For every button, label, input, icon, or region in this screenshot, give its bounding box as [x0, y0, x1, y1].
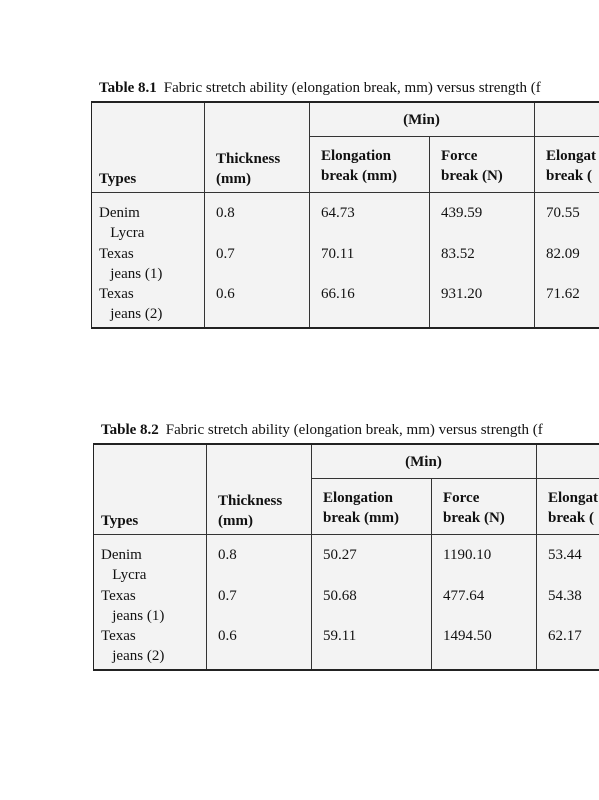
table-cell-elongation-2: 82.09 [546, 246, 580, 262]
table-cell-elongation-2: 62.17 [548, 628, 582, 644]
column-header-force: Force break (N) [441, 148, 503, 184]
table-cell-type: Denim Lycra [101, 547, 147, 583]
table-cell-elongation: 50.68 [323, 588, 357, 604]
column-divider [204, 103, 205, 327]
table-cell-force: 931.20 [441, 286, 483, 302]
table-cell-elongation: 59.11 [323, 628, 357, 644]
table-cell-elongation: 64.73 [321, 205, 355, 221]
table-number: Table 8.2 [101, 422, 159, 438]
group-header: (Min) [405, 454, 442, 470]
data-table [91, 101, 599, 329]
table-cell-type: Texas jeans (2) [101, 628, 165, 664]
column-header-thickness: Thickness (mm) [218, 493, 283, 529]
column-divider [429, 137, 430, 327]
group-header-rule [309, 136, 599, 137]
table-cell-thickness: 0.8 [216, 205, 235, 221]
table-cell-force: 1190.10 [443, 547, 492, 563]
header-rule [92, 192, 599, 193]
table-cell-elongation: 50.27 [323, 547, 357, 563]
table-caption-text: Fabric stretch ability (elongation break, mm) versus strength (f [165, 422, 543, 438]
table-cell-force: 83.52 [441, 246, 475, 262]
table-cell-thickness: 0.6 [216, 286, 235, 302]
table-cell-elongation: 70.11 [321, 246, 355, 262]
column-header-force: Force break (N) [443, 490, 505, 526]
table-cell-thickness: 0.7 [216, 246, 235, 262]
table-cell-type: Texas jeans (1) [101, 588, 165, 624]
column-header-elongation-2: Elongat break ( [548, 490, 599, 526]
header-rule [94, 534, 599, 535]
column-header-types: Types [101, 513, 139, 529]
table-cell-elongation-2: 71.62 [546, 286, 580, 302]
table-cell-force: 439.59 [441, 205, 483, 221]
column-divider [431, 479, 432, 669]
column-header-types: Types [99, 171, 137, 187]
table-caption-text: Fabric stretch ability (elongation break, mm) versus strength (f [163, 80, 541, 96]
table-number: Table 8.1 [99, 80, 157, 96]
column-header-elongation-2: Elongat break ( [546, 148, 597, 184]
table-cell-elongation-2: 70.55 [546, 205, 580, 221]
group-header: (Min) [403, 112, 440, 128]
table-cell-force: 477.64 [443, 588, 485, 604]
table-cell-thickness: 0.6 [218, 628, 237, 644]
table-cell-elongation-2: 53.44 [548, 547, 582, 563]
table-caption [101, 421, 543, 439]
table-cell-thickness: 0.8 [218, 547, 237, 563]
table-cell-elongation-2: 54.38 [548, 588, 582, 604]
column-header-thickness: Thickness (mm) [216, 151, 281, 187]
group-header-rule [311, 478, 599, 479]
column-header-elongation: Elongation break (mm) [323, 490, 399, 526]
column-header-elongation: Elongation break (mm) [321, 148, 397, 184]
data-table [93, 443, 599, 671]
table-cell-force: 1494.50 [443, 628, 492, 644]
table-cell-type: Texas jeans (2) [99, 286, 163, 322]
table-cell-type: Denim Lycra [99, 205, 145, 241]
column-divider [206, 445, 207, 669]
table-caption [99, 79, 541, 97]
table-cell-elongation: 66.16 [321, 286, 355, 302]
table-cell-type: Texas jeans (1) [99, 246, 163, 282]
table-cell-thickness: 0.7 [218, 588, 237, 604]
